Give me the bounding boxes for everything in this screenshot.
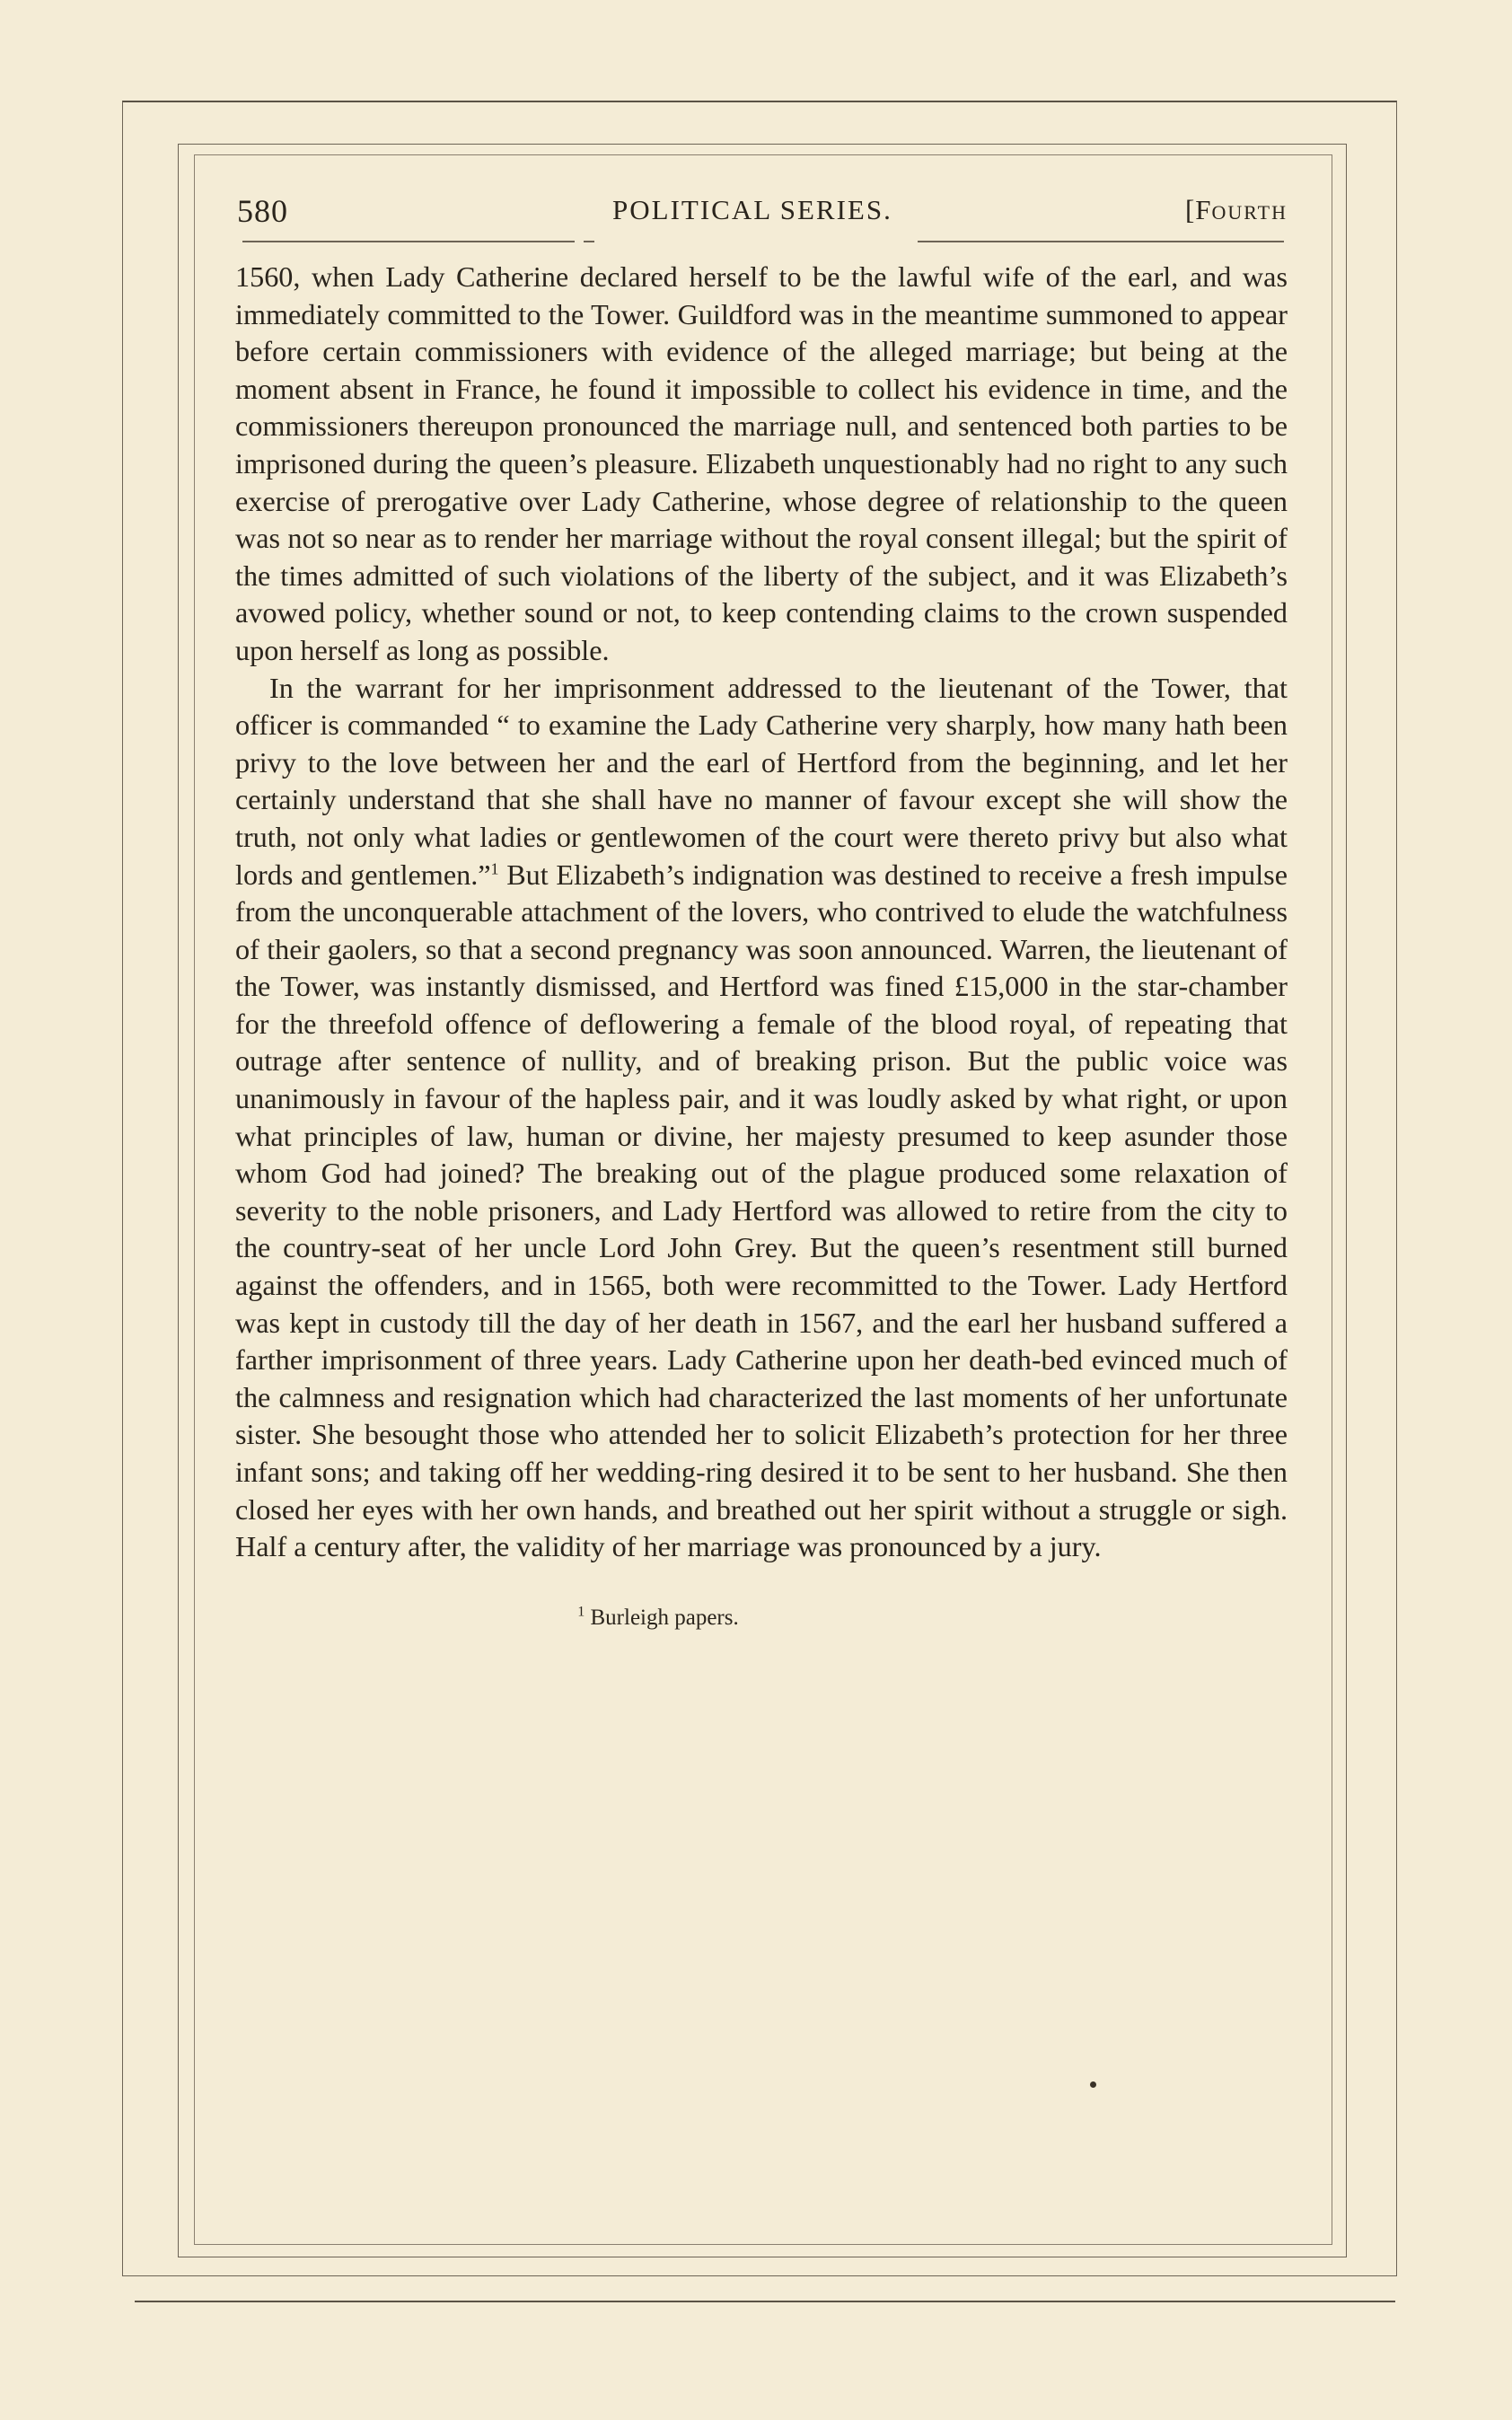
footnote-mark: 1 <box>577 1604 585 1620</box>
page-number: 580 <box>237 193 288 229</box>
series-title: POLITICAL SERIES. <box>612 194 892 225</box>
book-page <box>235 180 1288 1631</box>
section-label <box>1185 194 1288 226</box>
running-head <box>235 180 1288 235</box>
ink-dot <box>1090 2081 1096 2088</box>
section-label-rest: OURTH <box>1211 201 1288 224</box>
section-label-initial: [F <box>1184 194 1212 225</box>
paragraph-1: 1560, when Lady Catherine declared herself to be the lawful wife of the earl, and was immediately committed to the Tower. Guildford was in the meantime summoned to appear before certain commissioners with evidence of the alleged marriage; but being at the moment absent in France, he found it impossible to collect his evidence in time, and the commissioners thereupon pronounced the marriage null, and sentenced both parties to be imprisoned during the queen’s pleasure. Elizabeth unquestionably had no right to any such exercise of prerogative over Lady Catherine, whose degree of relationship to the queen was not so near as to render her marriage without the royal consent illegal; but the spirit of the times admitted of such violations of the liberty of the subject, and it was Elizabeth’s avowed policy, whether sound or not, to keep contending claims to the crown suspended upon herself as long as possible. <box>235 260 1288 666</box>
header-rule-left <box>242 241 575 242</box>
header-rule-dash <box>584 241 594 242</box>
paragraph-2-part-1: In the warrant for her imprisonment addressed to the lieutenant of the Tower, that officer is commanded “ to examine the Lady Catherine very sharply, how many hath been privy to the love between her and the earl of Hertford from the beginning, and let her certainly understand that she shall have no manner of favour except she will show the truth, not only what ladies or gentlewomen of the court were thereto privy but also what lords and gentlemen.” <box>235 671 1288 891</box>
bottom-rule <box>135 2301 1395 2302</box>
footnote-reference: 1 <box>490 858 499 877</box>
body-text <box>235 259 1288 1566</box>
header-rule-right <box>918 241 1284 242</box>
footnote-text: Burleigh papers. <box>590 1605 739 1630</box>
footnote <box>235 1606 1288 1631</box>
paragraph-2-part-2: But Elizabeth’s indignation was destined to receive a fresh impulse from the unconquerable attachment of the lovers, who contrived to elude the watchfulness of their gaolers, so that a second pregnancy was soon announced. Warren, the lieutenant of the Tower, was instantly dismissed, and Hertford was fined £15,000 in the star-chamber for the threefold offence of deflowering a female of the blood royal, of repeating that outrage after sentence of nullity, and of breaking prison. But the public voice was unanimously in favour of the hapless pair, and it was loudly asked by what right, or upon what principles of law, human or divine, her majesty presumed to keep asunder those whom God had joined? The breaking out of the plague produced some relaxation of severity to the noble prisoners, and Lady Hertford was allowed to retire from the city to the country-seat of her uncle Lord John Grey. But the queen’s resentment still burned against the offenders, and in 1565, both were recommitted to the Tower. Lady Hertford was kept in custody till the day of her death in 1567, and the earl her husband suffered a farther imprisonment of three years. Lady Catherine upon her death-bed evinced much of the calmness and resignation which had characterized the last moments of her unfortunate sister. She besought those who attended her to solicit Elizabeth’s protection for her three infant sons; and taking off her wedding-ring desired it to be sent to her husband. She then closed her eyes with her own hands, and breathed out her spirit without a struggle or sigh. Half a century after, the validity of her marriage was pronounced by a jury. <box>235 858 1288 1563</box>
paragraph-2 <box>235 670 1288 1566</box>
